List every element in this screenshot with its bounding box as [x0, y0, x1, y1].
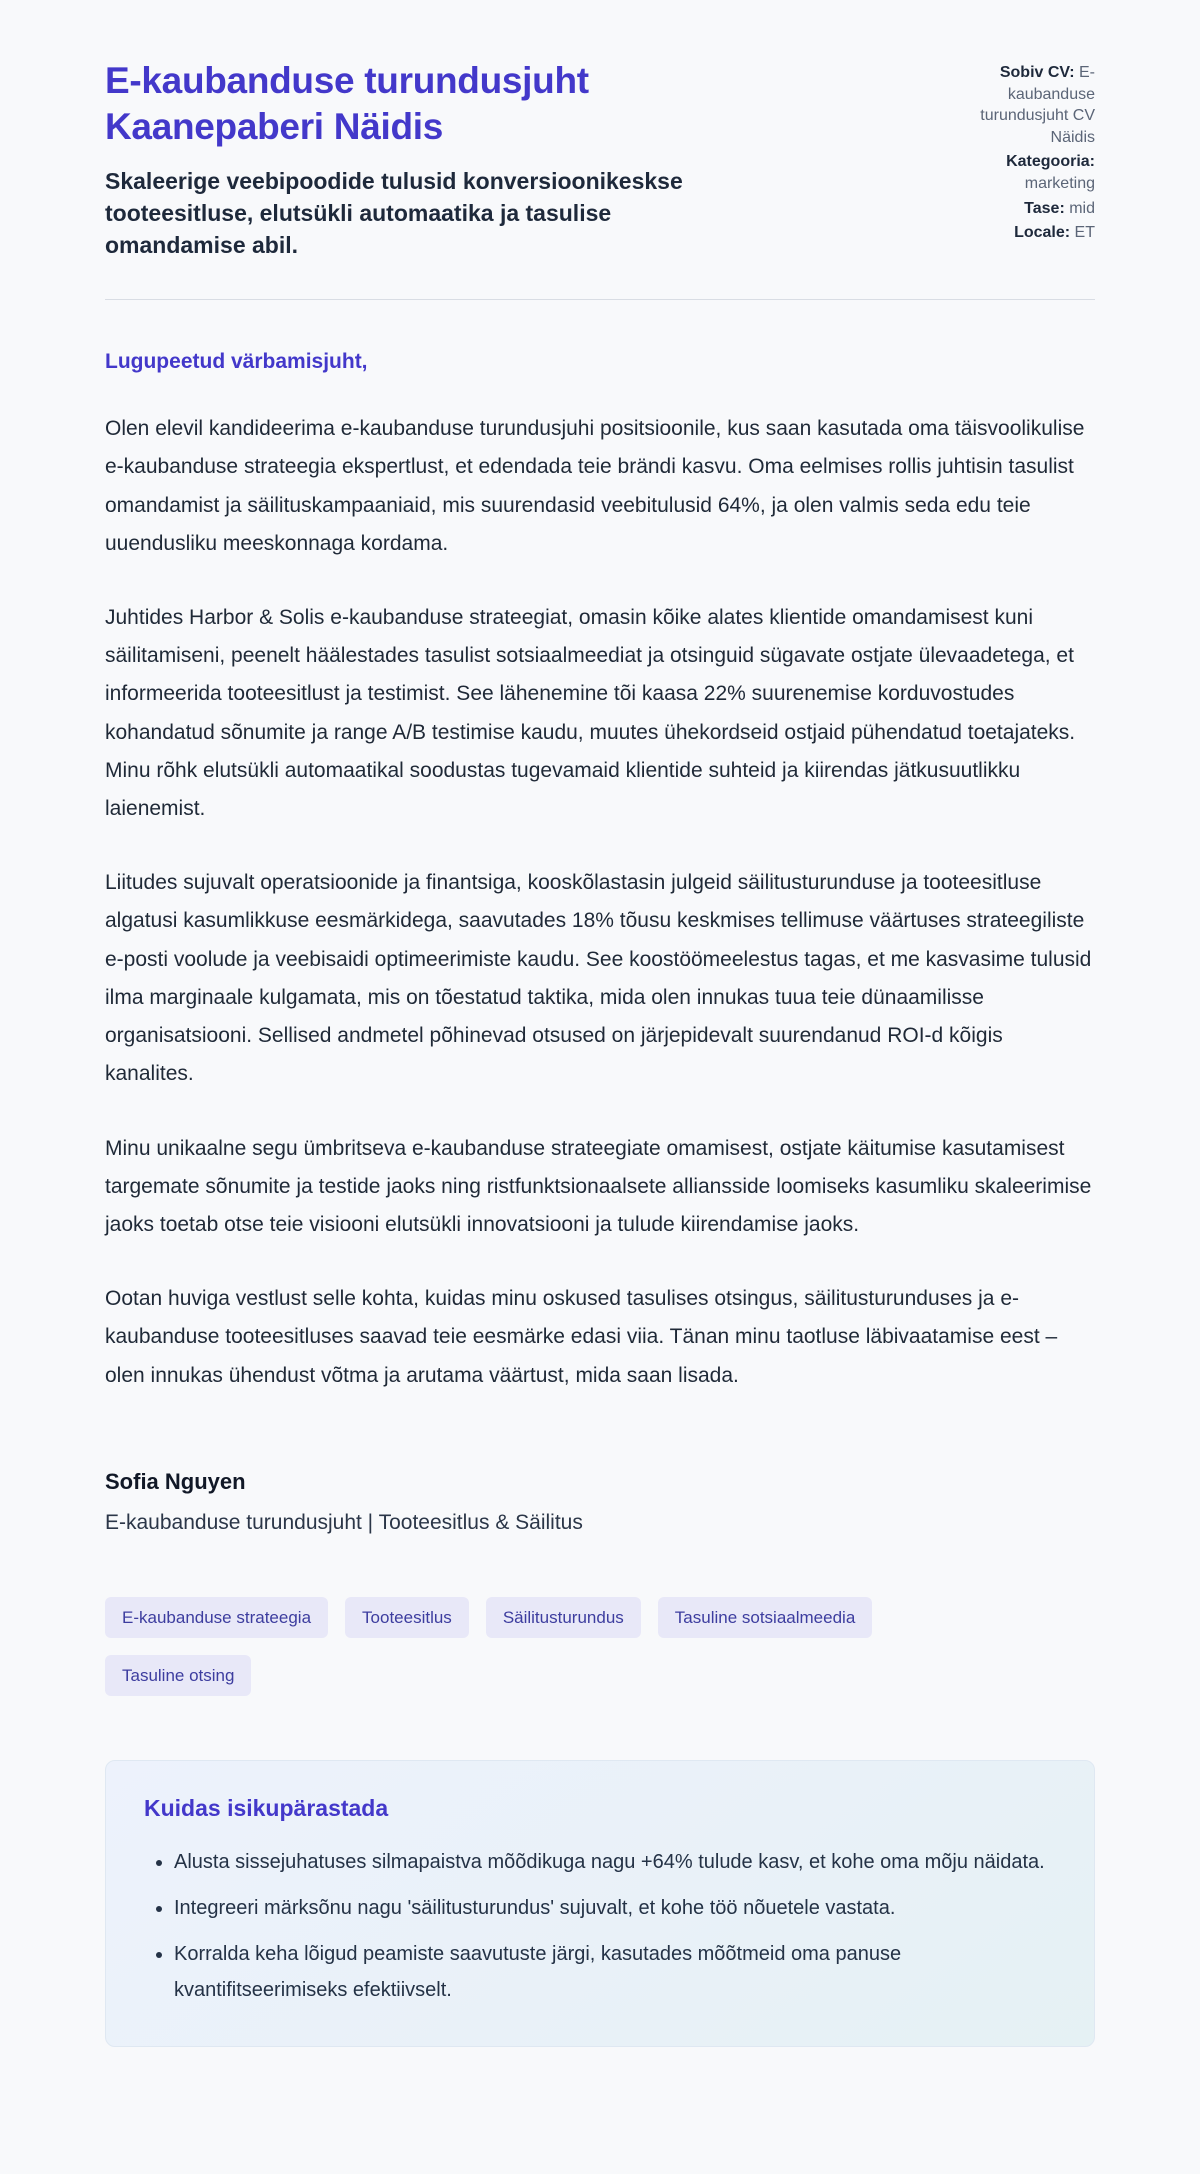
header-main: [105, 58, 915, 261]
cover-letter-page: [105, 0, 1095, 2117]
tag-chip-product-presentation[interactable]: Tooteesitlus: [345, 1597, 469, 1638]
meta-row-level: [955, 198, 1095, 220]
letter-paragraph-3: Liitudes sujuvalt operatsioonide ja finantsiga, kooskõlastasin julgeid säilitusturunduse ja tooteesitluse algatusi kasumlikkuse eesmärkidega, saavutades 18% tõusu keskmises tellimuse väärtuses strateegiliste e-posti voolude ja veebisaidi optimeerimiste kaudu. See koostöömeelestus tagas, et me kasvasime tulusid ilma marginaale kulgamata, mis on tõestatud taktika, mida olen innukas tuua teie dünaamilisse organisatsiooni. Sellised andmetel põhinevad otsused on järjepidevalt suurendanud ROI-d kõigis kanalites.: [105, 871, 1092, 1086]
personalization-callout: [105, 1760, 1095, 2047]
callout-list: [144, 1844, 1056, 2008]
callout-bullet-2: • Integreeri märksõnu nagu 'säilitusturundus' sujuvalt, et kohe töö nõuetele vastata.: [174, 1890, 1056, 1926]
meta-panel: [955, 58, 1095, 261]
callout-title: Kuidas isikupärastada: [144, 1794, 389, 1821]
tag-row-2: [105, 1655, 1095, 1696]
letter-paragraph-1: Olen elevil kandideerima e-kaubanduse turundusjuhi positsioonile, kus saan kasutada oma täisvoolikulise e-kaubanduse strateegia ekspertlust, et edendada teie brändi kasvu. Oma eelmises rollis juhtisin tasulist omandamist ja säilituskampaaniaid, mis suurendasid veebitulusid 64%, ja olen valmis seda edu teie uuendusliku meeskonnaga kordama.: [105, 417, 1085, 555]
callout-bullet-3: • Korralda keha lõigud peamiste saavutuste järgi, kasutades mõõtmeid oma panuse kvantifitseerimiseks efektiivselt.: [174, 1936, 1056, 2008]
letter-paragraph-2: Juhtides Harbor & Solis e-kaubanduse strateegiat, omasin kõike alates klientide omandamisest kuni säilitamiseni, peenelt häälestades tasulist sotsiaalmeediat ja otsinguid sügavate ostjate ülevaadetega, et informeerida tooteesitlust ja testimist. See lähenemine tõi kaasa 22% suurenemise korduvostudes kohandatud sõnumite ja range A/B testimise kaudu, muutes ühekordseid ostjaid pühendatud toetajateks. Minu rõhk elutsükli automaatikal soodustas tugevamaid klientide suhteid ja kiirendas jätkusuutlikku laienemist.: [105, 605, 1076, 821]
page-subtitle: Skaleerige veebipoodide tulusid konversioonikeskse tooteesitluse, elutsükli automaatika ja tasulise omandamise abil.: [105, 167, 683, 258]
meta-value-matching-cv: E-kaubanduse turundusjuht CV Näidis: [980, 64, 1095, 146]
letter-paragraph-5: Ootan huviga vestlust selle kohta, kuidas minu oskused tasulises otsingus, säilitusturunduses ja e-kaubanduse tooteesitluses saavad teie eesmärke edasi viia. Tänan minu taotluse läbivaatamise eest – olen innukas ühendust võtma ja arutama väärtust, mida saan lisada.: [105, 1287, 1058, 1387]
meta-value-category: marketing: [1024, 174, 1095, 192]
tag-chip-paid-social[interactable]: Tasuline sotsiaalmeedia: [658, 1597, 873, 1638]
meta-value-level: mid: [1069, 199, 1095, 217]
tag-list: [105, 1597, 1095, 1696]
letter-greeting: Lugupeetud värbamisjuht,: [105, 350, 368, 374]
meta-value-locale: ET: [1074, 224, 1095, 242]
letter-paragraph-4: Minu unikaalne segu ümbritseva e-kaubanduse strateegiate omamisest, ostjate käitumise kasutamisest targemate sõnumite ja testide jaoks ning ristfunktsionaalsete alliansside loomiseks kasumliku skaleerimise jaoks toetab otse teie visiooni elutsükli innovatsiooni ja tulude kiirendamise jaoks.: [105, 1136, 1092, 1236]
meta-row-category: [955, 151, 1095, 194]
meta-row-locale: [955, 222, 1095, 244]
meta-row-matching-cv: [955, 62, 1095, 148]
meta-label-level: Tase:: [1024, 199, 1065, 217]
signature-role: E-kaubanduse turundusjuht | Tooteesitlus & Säilitus: [105, 1510, 583, 1534]
tag-chip-ecommerce-strategy[interactable]: E-kaubanduse strateegia: [105, 1597, 328, 1638]
tag-chip-retention-marketing[interactable]: Säilitusturundus: [486, 1597, 641, 1638]
header: [105, 58, 1095, 261]
header-divider: [105, 299, 1095, 300]
page-title: E-kaubanduse turundusjuht Kaanepaberi Näidis: [105, 60, 589, 148]
signature-name: Sofia Nguyen: [105, 1468, 246, 1494]
tag-row-1: [105, 1597, 1095, 1638]
tag-chip-paid-search[interactable]: Tasuline otsing: [105, 1655, 251, 1696]
meta-label-category: Kategooria:: [1006, 153, 1095, 171]
meta-label-locale: Locale:: [1014, 224, 1071, 242]
callout-bullet-1: • Alusta sissejuhatuses silmapaistva mõõdikuga nagu +64% tulude kasv, et kohe oma mõju näidata.: [174, 1844, 1056, 1880]
letter-body: [105, 350, 1095, 1535]
meta-label-matching-cv: Sobiv CV:: [999, 64, 1075, 81]
